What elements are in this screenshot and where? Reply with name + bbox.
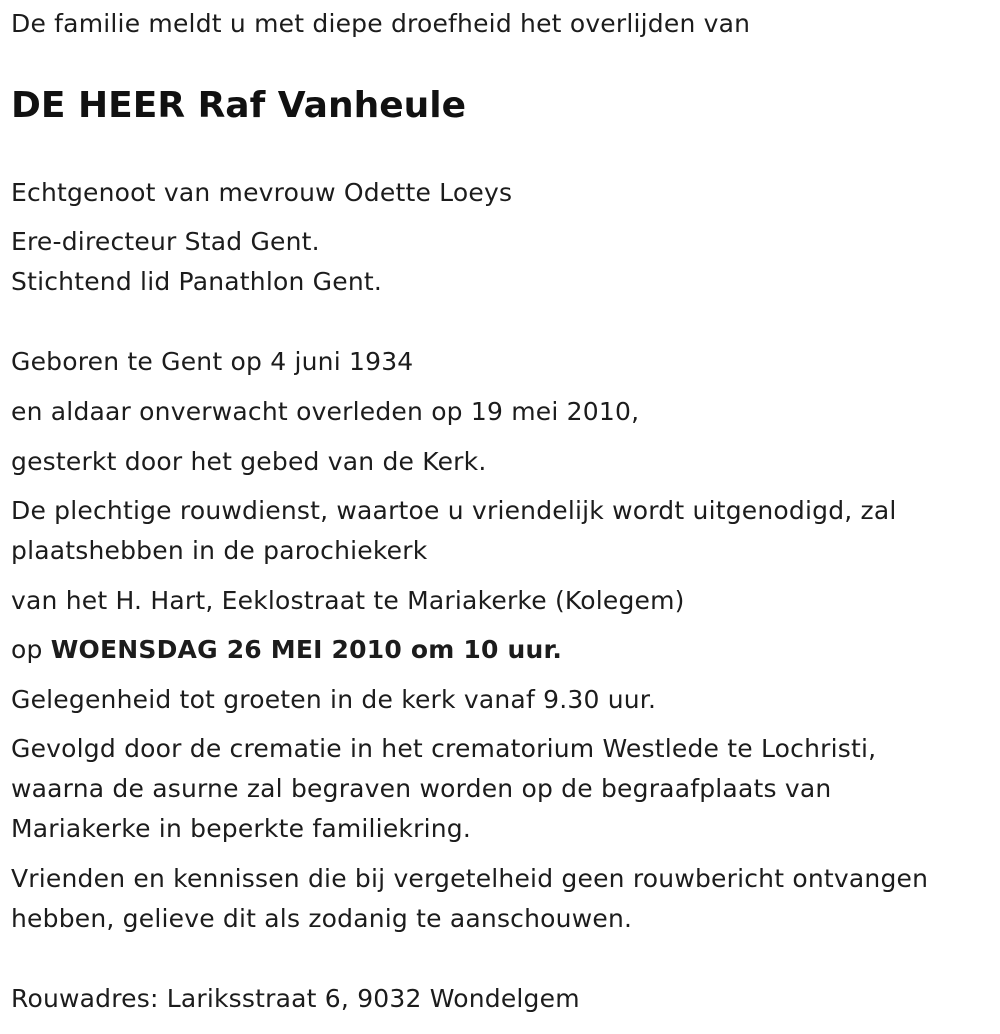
role-line: Ere-directeur Stad Gent.: [11, 227, 320, 256]
friends-line: hebben, gelieve dit als zodanig te aanschouwen.: [11, 904, 633, 933]
greeting-text: Gelegenheid tot groeten in de kerk vanaf 9.30 uur.: [11, 685, 657, 714]
mourning-address: Rouwadres: Lariksstraat 6, 9032 Wondelgem: [11, 984, 580, 1013]
service-line: De plechtige rouwdienst, waartoe u vriendelijk wordt uitgenodigd, zal: [11, 496, 897, 525]
strengthened-text: gesterkt door het gebed van de Kerk.: [11, 447, 487, 476]
role-line: Stichtend lid Panathlon Gent.: [11, 267, 383, 296]
cremation-line: waarna de asurne zal begraven worden op de begraafplaats van: [11, 774, 832, 803]
service-date: [11, 630, 562, 670]
intro-text: De familie meldt u met diepe droefheid het overlijden van: [11, 9, 751, 38]
church-text: van het H. Hart, Eeklostraat te Mariakerke (Kolegem): [11, 586, 685, 615]
friends-line: Vrienden en kennissen die bij vergetelheid geen rouwbericht ontvangen: [11, 864, 929, 893]
birth-text: Geboren te Gent op 4 juni 1934: [11, 347, 414, 376]
date-prefix: op: [11, 635, 43, 664]
service-line: plaatshebben in de parochiekerk: [11, 536, 428, 565]
cremation-line: Gevolgd door de crematie in het crematorium Westlede te Lochristi,: [11, 734, 877, 763]
spouse-text: Echtgenoot van mevrouw Odette Loeys: [11, 178, 513, 207]
death-text: en aldaar onverwacht overleden op 19 mei 2010,: [11, 397, 640, 426]
cremation-line: Mariakerke in beperkte familiekring.: [11, 814, 471, 843]
date-bold: WOENSDAG 26 MEI 2010 om 10 uur.: [50, 635, 563, 664]
deceased-name: DE HEER Raf Vanheule: [11, 85, 467, 126]
